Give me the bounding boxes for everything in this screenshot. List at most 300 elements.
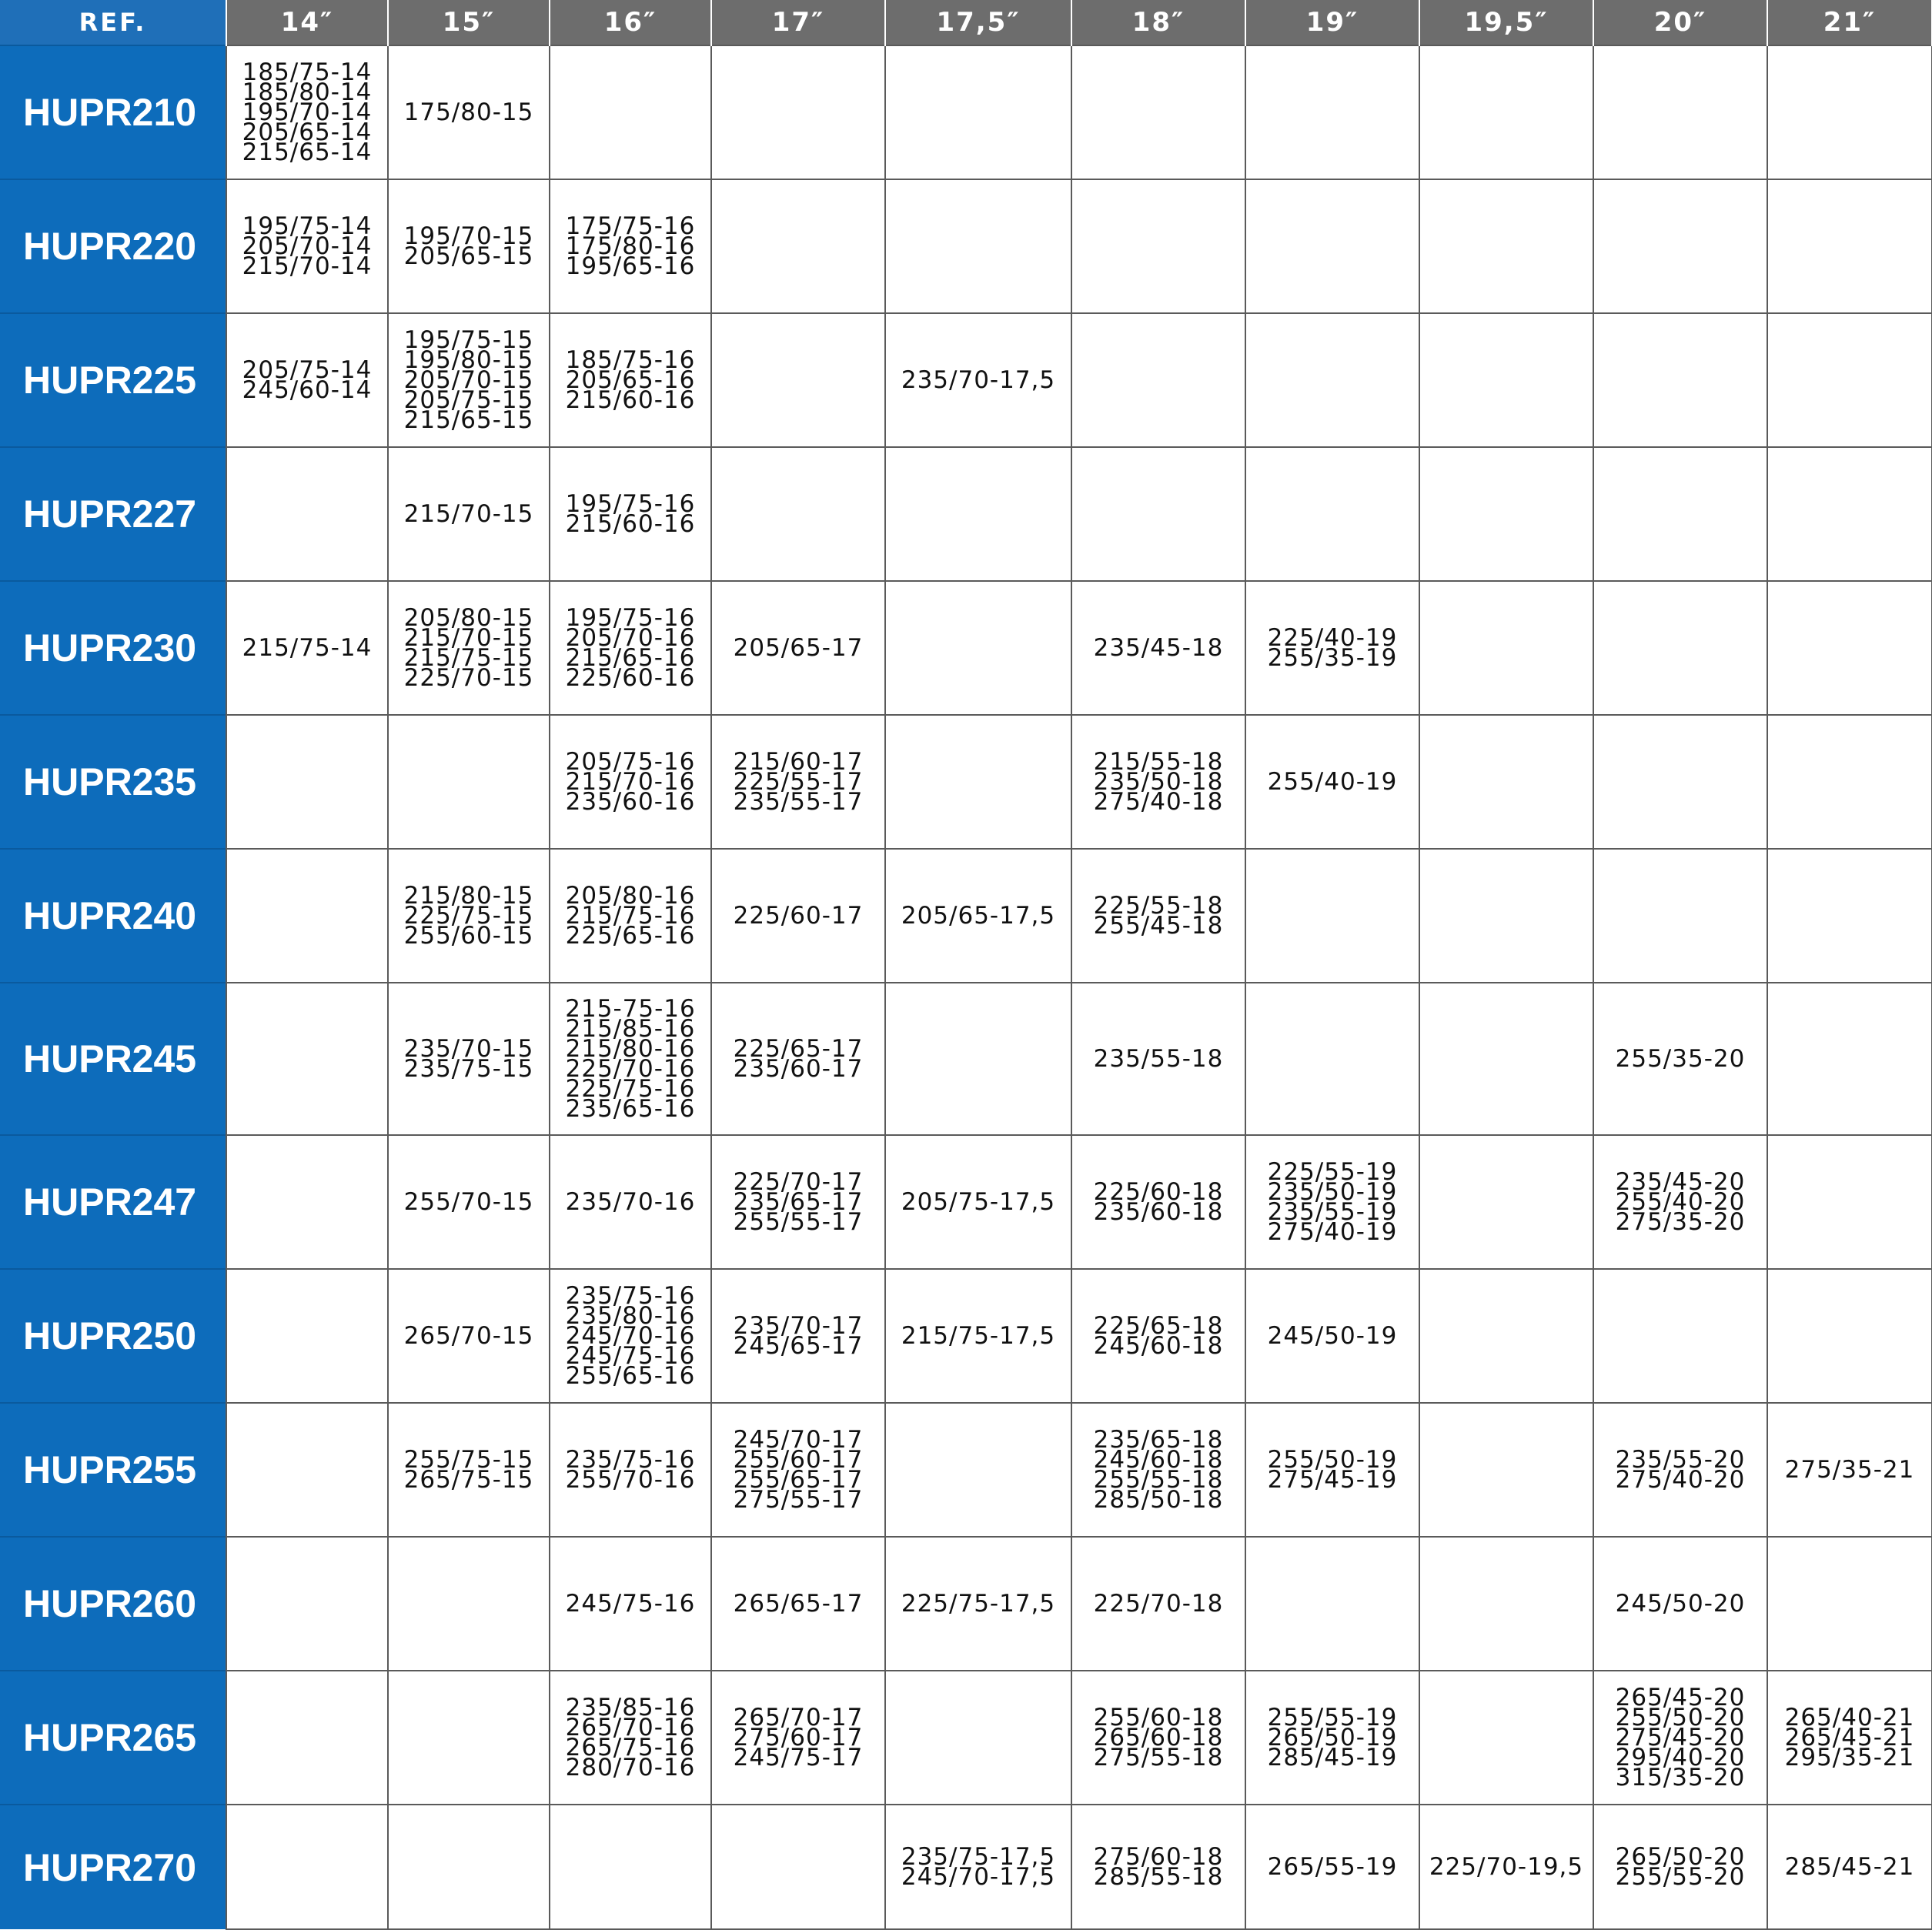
tire-size: 285/50-18 xyxy=(1093,1486,1224,1514)
tire-size: 280/70-16 xyxy=(565,1754,696,1781)
size-cell xyxy=(550,179,711,313)
tire-size: 295/35-21 xyxy=(1784,1744,1915,1771)
tire-size: 255/50-20 xyxy=(1615,1704,1746,1731)
table-row xyxy=(0,1805,1932,1929)
tire-size: 275/45-19 xyxy=(1267,1466,1398,1494)
tire-size: 215/65-15 xyxy=(403,406,534,434)
tire-size: 265/50-20 xyxy=(1615,1843,1746,1871)
size-cell xyxy=(1245,447,1419,581)
size-cell xyxy=(1071,1537,1245,1671)
reference-code: HUPR255 xyxy=(0,1403,226,1537)
tire-size: 205/75-16 xyxy=(565,748,696,776)
size-cell xyxy=(711,1135,885,1269)
size-cell xyxy=(388,1269,550,1403)
tire-size: 225/55-19 xyxy=(1267,1158,1398,1186)
table-row xyxy=(0,45,1932,179)
tire-size: 275/55-17 xyxy=(733,1486,864,1514)
tire-size: 265/55-19 xyxy=(1267,1853,1398,1881)
size-cell xyxy=(388,849,550,983)
tire-size: 225/65-17 xyxy=(733,1035,864,1063)
size-cell xyxy=(388,983,550,1135)
size-cell xyxy=(1071,849,1245,983)
size-cell xyxy=(226,581,388,715)
size-cell xyxy=(1767,715,1932,849)
reference-code: HUPR260 xyxy=(0,1537,226,1671)
tire-size: 205/75-17,5 xyxy=(901,1188,1056,1216)
tire-size: 275/55-18 xyxy=(1093,1744,1224,1771)
tire-size: 265/60-18 xyxy=(1093,1724,1224,1751)
tire-size: 235/45-20 xyxy=(1615,1168,1746,1196)
tire-size: 245/60-18 xyxy=(1093,1446,1224,1474)
size-cell xyxy=(550,1403,711,1537)
tire-size: 255/55-18 xyxy=(1093,1466,1224,1494)
size-cell xyxy=(1767,1403,1932,1537)
tire-size: 245/75-16 xyxy=(565,1590,696,1618)
tire-size: 225/70-16 xyxy=(565,1055,696,1083)
size-cell xyxy=(1767,1805,1932,1929)
tire-size: 225/60-16 xyxy=(565,664,696,692)
tire-size: 205/70-14 xyxy=(242,232,373,260)
tire-size: 255/60-17 xyxy=(733,1446,864,1474)
size-cell xyxy=(1071,1671,1245,1805)
size-cell xyxy=(1767,849,1932,983)
tire-size: 205/65-14 xyxy=(242,119,373,146)
tire-size: 275/45-20 xyxy=(1615,1724,1746,1751)
size-cell xyxy=(388,1403,550,1537)
tire-size: 205/75-15 xyxy=(403,386,534,414)
header-rim-21: 21″ xyxy=(1767,0,1932,45)
size-cell xyxy=(226,1671,388,1805)
size-cell xyxy=(1593,447,1767,581)
table-row xyxy=(0,1269,1932,1403)
tire-size: 245/70-16 xyxy=(565,1322,696,1350)
size-cell xyxy=(1245,1269,1419,1403)
tire-size: 235/55-17 xyxy=(733,788,864,816)
tire-size: 245/50-20 xyxy=(1615,1590,1746,1618)
tire-size: 225/55-18 xyxy=(1093,892,1224,920)
tire-size: 275/40-18 xyxy=(1093,788,1224,816)
size-cell xyxy=(1071,1805,1245,1929)
size-cell xyxy=(1593,1403,1767,1537)
size-cell xyxy=(1767,1537,1932,1671)
tire-size: 245/75-17 xyxy=(733,1744,864,1771)
size-cell xyxy=(226,313,388,447)
size-cell xyxy=(388,1671,550,1805)
tire-size: 215/70-14 xyxy=(242,252,373,280)
tire-size: 275/35-21 xyxy=(1784,1456,1915,1484)
table-row xyxy=(0,1135,1932,1269)
tire-size: 225/65-16 xyxy=(565,922,696,950)
reference-code: HUPR225 xyxy=(0,313,226,447)
tire-size: 235/75-15 xyxy=(403,1055,534,1083)
tire-size: 205/65-15 xyxy=(403,242,534,270)
size-cell xyxy=(711,45,885,179)
size-cell xyxy=(1419,313,1593,447)
tire-size: 225/75-15 xyxy=(403,902,534,930)
reference-code: HUPR230 xyxy=(0,581,226,715)
size-cell xyxy=(1071,45,1245,179)
tire-size: 215/70-15 xyxy=(403,624,534,652)
size-cell xyxy=(1767,1135,1932,1269)
size-cell xyxy=(1071,1403,1245,1537)
size-cell xyxy=(226,1269,388,1403)
tire-size: 265/45-20 xyxy=(1615,1684,1746,1711)
tire-size: 285/45-21 xyxy=(1784,1853,1915,1881)
tire-size: 235/65-17 xyxy=(733,1188,864,1216)
size-cell xyxy=(1593,581,1767,715)
tire-size: 235/60-17 xyxy=(733,1055,864,1083)
table-row xyxy=(0,1537,1932,1671)
size-cell xyxy=(885,1403,1071,1537)
tire-size: 235/50-18 xyxy=(1093,768,1224,796)
tire-size: 225/60-18 xyxy=(1093,1178,1224,1206)
tire-size: 235/70-17 xyxy=(733,1312,864,1340)
size-cell xyxy=(1245,715,1419,849)
tire-size: 285/55-18 xyxy=(1093,1863,1224,1891)
tire-size: 255/65-16 xyxy=(565,1362,696,1390)
size-cell xyxy=(1767,1671,1932,1805)
size-cell xyxy=(388,313,550,447)
tire-size: 245/65-17 xyxy=(733,1332,864,1360)
size-cell xyxy=(1419,849,1593,983)
tire-size: 235/55-19 xyxy=(1267,1198,1398,1226)
tire-size: 235/60-18 xyxy=(1093,1198,1224,1226)
size-cell xyxy=(1767,447,1932,581)
size-cell xyxy=(1071,983,1245,1135)
tire-size: 315/35-20 xyxy=(1615,1764,1746,1791)
size-cell xyxy=(550,1805,711,1929)
size-cell xyxy=(711,1269,885,1403)
size-cell xyxy=(1071,447,1245,581)
size-cell xyxy=(550,313,711,447)
reference-code: HUPR210 xyxy=(0,45,226,179)
size-cell xyxy=(711,1805,885,1929)
tire-size: 255/35-19 xyxy=(1267,644,1398,672)
tire-size: 175/75-16 xyxy=(565,212,696,240)
tire-size: 255/35-20 xyxy=(1615,1045,1746,1073)
size-cell xyxy=(1245,1403,1419,1537)
tire-size: 235/50-19 xyxy=(1267,1178,1398,1206)
tire-size: 225/55-17 xyxy=(733,768,864,796)
tire-size: 235/75-16 xyxy=(565,1282,696,1310)
size-cell xyxy=(1071,313,1245,447)
tire-size: 255/75-15 xyxy=(403,1446,534,1474)
size-cell xyxy=(1593,1671,1767,1805)
tire-size: 255/60-15 xyxy=(403,922,534,950)
size-cell xyxy=(885,1537,1071,1671)
tire-size: 215/70-16 xyxy=(565,768,696,796)
size-cell xyxy=(885,447,1071,581)
size-cell xyxy=(711,983,885,1135)
size-cell xyxy=(226,1403,388,1537)
tire-size: 185/75-14 xyxy=(242,58,373,86)
tire-size: 265/70-16 xyxy=(565,1714,696,1741)
size-cell xyxy=(885,581,1071,715)
tire-size: 195/75-16 xyxy=(565,490,696,518)
size-cell xyxy=(388,1537,550,1671)
header-ref: REF. xyxy=(0,0,226,45)
size-cell xyxy=(1593,1537,1767,1671)
tire-size: 275/35-20 xyxy=(1615,1208,1746,1236)
tire-size: 255/45-18 xyxy=(1093,912,1224,940)
table-row xyxy=(0,849,1932,983)
tire-size: 235/75-16 xyxy=(565,1446,696,1474)
reference-code: HUPR220 xyxy=(0,179,226,313)
size-cell xyxy=(1593,1805,1767,1929)
tire-size: 265/70-17 xyxy=(733,1704,864,1731)
size-cell xyxy=(885,1805,1071,1929)
reference-code: HUPR235 xyxy=(0,715,226,849)
size-cell xyxy=(711,715,885,849)
size-cell xyxy=(1419,983,1593,1135)
tire-size: 245/70-17 xyxy=(733,1426,864,1454)
size-cell xyxy=(226,849,388,983)
tire-size: 225/70-18 xyxy=(1093,1590,1224,1618)
table-row xyxy=(0,983,1932,1135)
size-cell xyxy=(1419,1269,1593,1403)
table-row xyxy=(0,313,1932,447)
tire-size: 275/60-17 xyxy=(733,1724,864,1751)
tire-size: 195/80-15 xyxy=(403,346,534,374)
tire-size: 215/80-15 xyxy=(403,882,534,910)
table-row xyxy=(0,581,1932,715)
reference-code: HUPR250 xyxy=(0,1269,226,1403)
tire-size: 255/55-19 xyxy=(1267,1704,1398,1731)
tire-size: 225/40-19 xyxy=(1267,624,1398,652)
tire-size: 245/60-14 xyxy=(242,376,373,404)
size-cell xyxy=(550,1671,711,1805)
reference-code: HUPR227 xyxy=(0,447,226,581)
size-cell xyxy=(1593,1135,1767,1269)
tire-size: 265/45-21 xyxy=(1784,1724,1915,1751)
size-cell xyxy=(388,581,550,715)
tire-size: 255/60-18 xyxy=(1093,1704,1224,1731)
tire-size: 215/70-15 xyxy=(403,500,534,528)
tire-size: 195/75-14 xyxy=(242,212,373,240)
size-cell xyxy=(1419,1403,1593,1537)
size-cell xyxy=(1071,1269,1245,1403)
tire-size: 245/70-17,5 xyxy=(901,1863,1056,1891)
tire-size: 175/80-16 xyxy=(565,232,696,260)
size-cell xyxy=(226,1537,388,1671)
tire-size: 215/75-16 xyxy=(565,902,696,930)
size-cell xyxy=(1071,715,1245,849)
size-cell xyxy=(226,983,388,1135)
size-cell xyxy=(1419,1537,1593,1671)
header-rim-20: 20″ xyxy=(1593,0,1767,45)
size-cell xyxy=(1767,179,1932,313)
tire-size: 215/75-17,5 xyxy=(901,1322,1056,1350)
tire-size: 215/65-14 xyxy=(242,139,373,166)
tire-size: 205/65-17,5 xyxy=(901,902,1056,930)
header-row xyxy=(0,0,1932,45)
size-cell xyxy=(1419,581,1593,715)
reference-code: HUPR240 xyxy=(0,849,226,983)
size-cell xyxy=(1767,581,1932,715)
tire-size: 225/75-16 xyxy=(565,1075,696,1103)
header-rim-17-5: 17,5″ xyxy=(885,0,1071,45)
size-cell xyxy=(388,447,550,581)
size-cell xyxy=(1593,1269,1767,1403)
tire-size: 205/80-16 xyxy=(565,882,696,910)
table-row xyxy=(0,179,1932,313)
tire-size: 235/70-16 xyxy=(565,1188,696,1216)
size-cell xyxy=(226,715,388,849)
tire-size: 215/75-15 xyxy=(403,644,534,672)
tire-size: 255/70-16 xyxy=(565,1466,696,1494)
size-cell xyxy=(885,849,1071,983)
size-cell xyxy=(885,1671,1071,1805)
tire-size: 205/75-14 xyxy=(242,356,373,384)
tire-size: 175/80-15 xyxy=(403,99,534,126)
size-cell xyxy=(1071,581,1245,715)
header-rim-17: 17″ xyxy=(711,0,885,45)
tire-size: 185/75-16 xyxy=(565,346,696,374)
size-cell xyxy=(1245,1805,1419,1929)
size-cell xyxy=(1593,715,1767,849)
size-cell xyxy=(711,1671,885,1805)
tire-size: 225/70-15 xyxy=(403,664,534,692)
tire-size: 235/85-16 xyxy=(565,1694,696,1721)
tire-size: 275/40-20 xyxy=(1615,1466,1746,1494)
tire-size: 245/50-19 xyxy=(1267,1322,1398,1350)
header-rim-19-5: 19,5″ xyxy=(1419,0,1593,45)
size-cell xyxy=(550,849,711,983)
size-cell xyxy=(550,983,711,1135)
tire-size: 235/45-18 xyxy=(1093,634,1224,662)
size-cell xyxy=(1419,1805,1593,1929)
size-cell xyxy=(1245,983,1419,1135)
tire-size: 215-75-16 xyxy=(565,995,696,1023)
size-cell xyxy=(885,45,1071,179)
size-cell xyxy=(1767,45,1932,179)
size-cell xyxy=(550,447,711,581)
tire-size: 255/40-20 xyxy=(1615,1188,1746,1216)
size-cell xyxy=(711,1537,885,1671)
size-cell xyxy=(711,313,885,447)
size-cell xyxy=(1767,313,1932,447)
tire-size: 275/40-19 xyxy=(1267,1218,1398,1246)
tire-size: 195/75-16 xyxy=(565,604,696,632)
tire-size: 225/65-18 xyxy=(1093,1312,1224,1340)
tire-size: 225/70-19,5 xyxy=(1429,1853,1584,1881)
size-cell xyxy=(550,1135,711,1269)
tire-size: 255/55-20 xyxy=(1615,1863,1746,1891)
header-rim-19: 19″ xyxy=(1245,0,1419,45)
size-cell xyxy=(388,179,550,313)
size-cell xyxy=(1419,447,1593,581)
table-body xyxy=(0,45,1932,1929)
tire-size: 245/75-16 xyxy=(565,1342,696,1370)
tire-size: 225/75-17,5 xyxy=(901,1590,1056,1618)
size-cell xyxy=(388,45,550,179)
tire-size: 205/65-16 xyxy=(565,366,696,394)
tire-size: 255/55-17 xyxy=(733,1208,864,1236)
size-cell xyxy=(1593,849,1767,983)
size-cell xyxy=(1071,1135,1245,1269)
tire-size: 265/50-19 xyxy=(1267,1724,1398,1751)
size-cell xyxy=(1419,1671,1593,1805)
reference-code: HUPR265 xyxy=(0,1671,226,1805)
size-cell xyxy=(1245,313,1419,447)
tire-size: 295/40-20 xyxy=(1615,1744,1746,1771)
tire-size: 235/60-16 xyxy=(565,788,696,816)
size-cell xyxy=(1419,715,1593,849)
tire-size: 215/60-16 xyxy=(565,510,696,538)
header-rim-18: 18″ xyxy=(1071,0,1245,45)
size-cell xyxy=(885,1135,1071,1269)
tire-size: 225/60-17 xyxy=(733,902,864,930)
size-cell xyxy=(550,1537,711,1671)
tire-size: 235/55-18 xyxy=(1093,1045,1224,1073)
tire-size: 265/40-21 xyxy=(1784,1704,1915,1731)
tire-size: 205/70-15 xyxy=(403,366,534,394)
size-cell xyxy=(1245,1135,1419,1269)
tire-size: 215/85-16 xyxy=(565,1015,696,1043)
table-row xyxy=(0,1671,1932,1805)
reference-code: HUPR247 xyxy=(0,1135,226,1269)
size-cell xyxy=(226,1805,388,1929)
size-cell xyxy=(388,1135,550,1269)
tire-size: 235/65-18 xyxy=(1093,1426,1224,1454)
size-cell xyxy=(1245,1537,1419,1671)
tire-size: 205/70-16 xyxy=(565,624,696,652)
tire-size: 215/65-16 xyxy=(565,644,696,672)
size-cell xyxy=(885,179,1071,313)
reference-code: HUPR270 xyxy=(0,1805,226,1929)
header-rim-14: 14″ xyxy=(226,0,388,45)
tire-size: 235/75-17,5 xyxy=(901,1843,1056,1871)
size-cell xyxy=(1593,45,1767,179)
table-row xyxy=(0,715,1932,849)
size-cell xyxy=(1071,179,1245,313)
tire-size: 215/55-18 xyxy=(1093,748,1224,776)
tire-size: 265/75-16 xyxy=(565,1734,696,1761)
tire-size: 215/75-14 xyxy=(242,634,373,662)
size-cell xyxy=(711,1403,885,1537)
size-cell xyxy=(388,1805,550,1929)
tire-size: 195/65-16 xyxy=(565,252,696,280)
size-cell xyxy=(388,715,550,849)
size-cell xyxy=(550,715,711,849)
size-cell xyxy=(1245,849,1419,983)
size-cell xyxy=(1419,179,1593,313)
size-cell xyxy=(226,45,388,179)
tire-size: 235/55-20 xyxy=(1615,1446,1746,1474)
table-row xyxy=(0,447,1932,581)
size-cell xyxy=(711,849,885,983)
size-cell xyxy=(1419,1135,1593,1269)
size-cell xyxy=(1419,45,1593,179)
tire-size: 195/70-15 xyxy=(403,222,534,250)
size-cell xyxy=(1245,581,1419,715)
size-cell xyxy=(885,715,1071,849)
size-cell xyxy=(885,1269,1071,1403)
tire-size: 265/75-15 xyxy=(403,1466,534,1494)
tire-size: 205/80-15 xyxy=(403,604,534,632)
size-cell xyxy=(1593,179,1767,313)
tire-size: 275/60-18 xyxy=(1093,1843,1224,1871)
size-cell xyxy=(226,1135,388,1269)
size-cell xyxy=(1767,1269,1932,1403)
size-cell xyxy=(550,1269,711,1403)
size-cell xyxy=(1245,179,1419,313)
tire-size: 285/45-19 xyxy=(1267,1744,1398,1771)
tire-size: 265/70-15 xyxy=(403,1322,534,1350)
size-cell xyxy=(1593,983,1767,1135)
tire-size: 195/70-14 xyxy=(242,99,373,126)
tire-size: 215/60-16 xyxy=(565,386,696,414)
